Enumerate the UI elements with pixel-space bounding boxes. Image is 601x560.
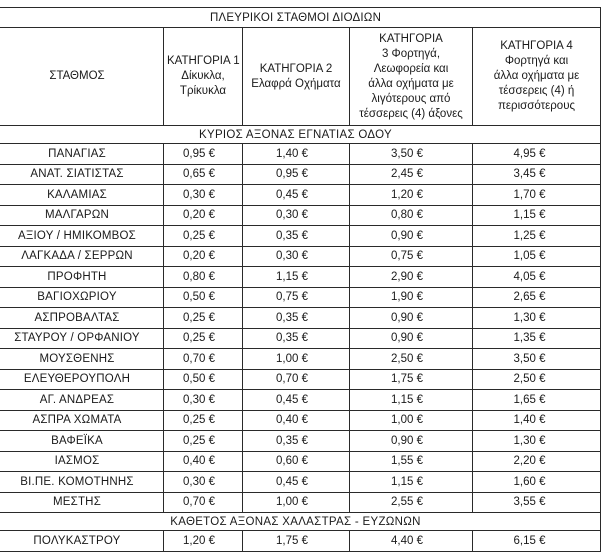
price-cell: 0,35 € [243,431,350,452]
table-row [0,369,601,390]
table-row [0,205,601,226]
table-title-row [0,8,601,28]
price-cell: 1,30 € [473,431,601,452]
price-cell: 4,05 € [473,267,601,288]
price-cell: 1,15 € [350,472,473,493]
station-name-cell: ΑΞΙΟΥ / ΗΜΙΚΟΜΒΟΣ [0,226,164,247]
section-row [0,513,601,531]
price-cell: 0,95 € [164,144,243,165]
price-cell: 1,60 € [473,472,601,493]
station-name-cell: ΜΕΣΤΗΣ [0,492,164,513]
table-row [0,267,601,288]
station-name-cell: ΠΟΛΥΚΑΣΤΡΟΥ [0,531,164,552]
station-name-cell: ΑΓ. ΑΝΔΡΕΑΣ [0,390,164,411]
station-name-cell: ΕΛΕΥΘΕΡΟΥΠΟΛΗ [0,369,164,390]
table-row [0,492,601,513]
price-cell: 1,20 € [164,531,243,552]
price-cell: 0,45 € [243,185,350,206]
header-station: ΣΤΑΘΜΟΣ [0,28,164,126]
price-cell: 0,90 € [350,431,473,452]
header-line: 3 Φορτηγά, [381,47,441,60]
price-cell: 0,30 € [164,472,243,493]
price-cell: 2,55 € [350,492,473,513]
price-cell: 0,30 € [164,185,243,206]
section-title: ΚΑΘΕΤΟΣ ΑΞΟΝΑΣ ΧΑΛΑΣΤΡΑΣ - ΕΥΖΩΝΩΝ [0,513,601,531]
station-name-cell: ΑΣΠΡΑ ΧΩΜΑΤΑ [0,410,164,431]
price-cell: 0,65 € [164,164,243,185]
price-cell: 0,20 € [164,205,243,226]
price-cell: 0,90 € [350,226,473,247]
price-cell: 0,45 € [243,472,350,493]
price-cell: 0,35 € [243,308,350,329]
price-cell: 1,00 € [243,349,350,370]
table-row [0,287,601,308]
header-line: ΚΑΤΗΓΟΡΙΑ 1 [167,55,240,67]
price-cell: 0,25 € [164,328,243,349]
station-name-cell: ΣΤΑΥΡΟΥ / ΟΡΦΑΝΙΟΥ [0,328,164,349]
price-cell: 0,35 € [243,226,350,247]
header-line: ΚΑΤΗΓΟΡΙΑ 2 [259,62,333,75]
header-line: Ελαφρά Οχήματα [251,77,341,90]
table-row [0,144,601,165]
table-row [0,349,601,370]
table-row [0,246,601,267]
header-line: περισσότερους [498,100,576,112]
price-cell: 0,30 € [243,205,350,226]
station-name-cell: ΒΙ.ΠΕ. ΚΟΜΟΤΗΝΗΣ [0,472,164,493]
station-name-cell: ΑΝΑΤ. ΣΙΑΤΙΣΤΑΣ [0,164,164,185]
price-cell: 0,25 € [164,431,243,452]
price-cell: 1,00 € [350,410,473,431]
table-header-row [0,28,601,126]
price-cell: 0,50 € [164,369,243,390]
price-cell: 2,45 € [350,164,473,185]
price-cell: 0,80 € [164,267,243,288]
header-line: τέσσερεις (4) ή [498,85,575,97]
price-cell: 0,70 € [243,369,350,390]
price-cell: 2,65 € [473,287,601,308]
table-row [0,390,601,411]
price-cell: 0,40 € [164,451,243,472]
price-cell: 0,30 € [243,246,350,267]
price-cell: 4,95 € [473,144,601,165]
price-cell: 2,90 € [350,267,473,288]
price-cell: 1,05 € [473,246,601,267]
price-cell: 0,25 € [164,308,243,329]
price-cell: 0,45 € [243,390,350,411]
header-line: άλλα οχήματα με [493,70,580,82]
price-cell: 2,20 € [473,451,601,472]
price-cell: 1,15 € [243,267,350,288]
header-line: Λεωφορεία και [373,62,449,75]
header-line: ΚΑΤΗΓΟΡΙΑ [379,32,443,45]
price-cell: 3,50 € [473,349,601,370]
header-category-2 [243,28,350,126]
section-title: ΚΥΡΙΟΣ ΑΞΟΝΑΣ ΕΓΝΑΤΙΑΣ ΟΔΟΥ [0,126,601,144]
toll-stations-table [0,7,601,552]
station-name-cell: ΜΑΛΓΑΡΩΝ [0,205,164,226]
price-cell: 1,75 € [350,369,473,390]
station-name-cell: ΚΑΛΑΜΙΑΣ [0,185,164,206]
price-cell: 1,90 € [350,287,473,308]
price-cell: 4,40 € [350,531,473,552]
price-cell: 0,70 € [164,492,243,513]
table-row [0,185,601,206]
station-name-cell: ΒΑΓΙΟΧΩΡΙΟΥ [0,287,164,308]
table-row [0,531,601,552]
station-name-cell: ΜΟΥΣΘΕΝΗΣ [0,349,164,370]
price-cell: 1,70 € [473,185,601,206]
price-cell: 0,30 € [164,390,243,411]
price-cell: 0,20 € [164,246,243,267]
table-row [0,328,601,349]
price-cell: 0,25 € [164,410,243,431]
price-cell: 1,25 € [473,226,601,247]
price-cell: 0,70 € [164,349,243,370]
price-cell: 0,90 € [350,308,473,329]
table-row [0,308,601,329]
price-cell: 1,40 € [473,410,601,431]
price-cell: 2,50 € [350,349,473,370]
price-cell: 1,15 € [350,390,473,411]
price-cell: 1,65 € [473,390,601,411]
price-cell: 0,60 € [243,451,350,472]
price-cell: 0,40 € [243,410,350,431]
price-cell: 0,95 € [243,164,350,185]
section-row [0,126,601,144]
price-cell: 1,40 € [243,144,350,165]
header-line: άλλα οχήματα με [368,77,454,90]
price-cell: 3,45 € [473,164,601,185]
price-cell: 0,80 € [350,205,473,226]
table-row [0,472,601,493]
price-cell: 0,75 € [350,246,473,267]
price-cell: 3,55 € [473,492,601,513]
station-name-cell: ΒΑΦΕΪΚΑ [0,431,164,452]
header-line: Τρίκυκλα [179,85,227,97]
header-line: ΚΑΤΗΓΟΡΙΑ 4 [500,40,573,52]
price-cell: 1,75 € [243,531,350,552]
station-name-cell: ΑΣΠΡΟΒΑΛΤΑΣ [0,308,164,329]
table-row [0,410,601,431]
table-row [0,164,601,185]
price-cell: 0,90 € [350,328,473,349]
price-cell: 0,75 € [243,287,350,308]
price-cell: 0,25 € [164,226,243,247]
station-name-cell: ΙΑΣΜΟΣ [0,451,164,472]
price-cell: 6,15 € [473,531,601,552]
header-line: Δίκυκλα, [181,70,225,82]
price-cell: 3,50 € [350,144,473,165]
price-cell: 1,35 € [473,328,601,349]
table-row [0,226,601,247]
toll-table-container [0,7,601,552]
station-name-cell: ΛΑΓΚΑΔΑ / ΣΕΡΡΩΝ [0,246,164,267]
price-cell: 2,50 € [473,369,601,390]
price-cell: 1,55 € [350,451,473,472]
table-row [0,431,601,452]
header-category-4 [473,28,601,126]
header-category-1 [164,28,243,126]
header-line: Φορτηγά και [504,55,569,67]
price-cell: 1,20 € [350,185,473,206]
station-name-cell: ΠΡΟΦΗΤΗ [0,267,164,288]
header-category-3 [350,28,473,126]
table-title: ΠΛΕΥΡΙΚΟΙ ΣΤΑΘΜΟΙ ΔΙΟΔΙΩΝ [0,8,601,28]
price-cell: 1,00 € [243,492,350,513]
header-line: τέσσερεις (4) άξονες [359,107,463,120]
table-row [0,451,601,472]
price-cell: 0,50 € [164,287,243,308]
station-name-cell: ΠΑΝΑΓΙΑΣ [0,144,164,165]
price-cell: 1,30 € [473,308,601,329]
price-cell: 0,35 € [243,328,350,349]
price-cell: 1,15 € [473,205,601,226]
header-line: λιγότερους από [371,92,451,105]
